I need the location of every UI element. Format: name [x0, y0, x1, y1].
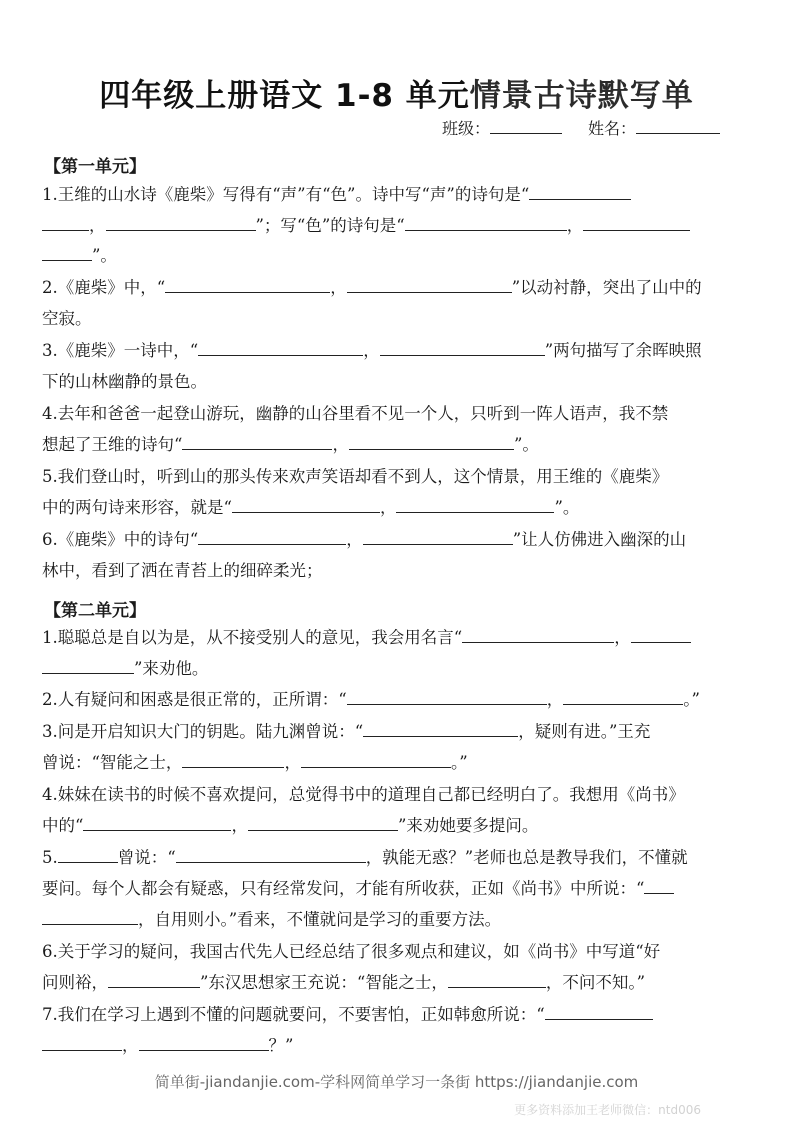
name-label: 姓名：	[588, 119, 637, 138]
answer-blank[interactable]	[363, 722, 518, 737]
page-title	[0, 70, 793, 115]
unit2-q4-line2: 中的“ ， ”来劝她要多提问。	[42, 816, 539, 835]
answer-blank[interactable]	[198, 530, 346, 545]
unit2-q6-line2: 问则裕， ”东汉思想家王充说：“智能之士， ，不问不知。”	[42, 973, 646, 992]
answer-blank[interactable]	[176, 848, 366, 863]
unit1-q2-line1: 2.《鹿柴》中，“ ， ”以动衬静，突出了山中的	[42, 278, 702, 297]
unit2-q2-line1: 2.人有疑问和困惑是很正常的，正所谓：“ ， 。”	[42, 690, 700, 709]
answer-blank[interactable]	[182, 753, 284, 768]
answer-blank[interactable]	[42, 910, 138, 925]
answer-blank[interactable]	[529, 185, 631, 200]
unit1-q4-line2: 想起了王维的诗句“ ， ”。	[42, 435, 539, 454]
unit2-q1-line1: 1.聪聪总是自以为是，从不接受别人的意见，我会用名言“ ，	[42, 628, 754, 648]
answer-blank[interactable]	[545, 1005, 653, 1020]
answer-blank[interactable]	[42, 216, 89, 231]
unit1-q3-line1: 3.《鹿柴》一诗中，“ ， ”两句描写了余晖映照	[42, 341, 702, 360]
unit1-q6-line2: 林中，看到了洒在青苔上的细碎柔光；	[42, 561, 323, 580]
unit2-q5-line1: 5. 曾说：“ ，孰能无惑？”老师也总是教导我们，不懂就	[42, 848, 688, 867]
watermark: 更多资料添加王老师微信：ntd006	[514, 1103, 701, 1117]
unit1-q1-line1: 1.王维的山水诗《鹿柴》写得有“声”有“色”。诗中写“声”的诗句是“	[42, 185, 754, 205]
answer-blank[interactable]	[42, 246, 92, 261]
title-main: 四年级上册语文 1-8 单元	[99, 78, 470, 114]
answer-blank[interactable]	[396, 498, 554, 513]
answer-blank[interactable]	[644, 879, 674, 894]
answer-blank[interactable]	[347, 278, 512, 293]
answer-blank[interactable]	[248, 816, 398, 831]
answer-blank[interactable]	[232, 498, 380, 513]
unit1-q5-line2: 中的两句诗来形容，就是“ ， ”。	[42, 498, 580, 517]
footer-source: 简单街-jiandanjie.com-学科网简单学习一条街 https://jiandanjie.com	[154, 1073, 639, 1091]
unit2-q7-line2: ， ？”	[42, 1036, 754, 1056]
answer-blank[interactable]	[462, 628, 614, 643]
answer-blank[interactable]	[42, 1036, 122, 1051]
answer-blank[interactable]	[563, 690, 683, 705]
student-info	[442, 116, 720, 139]
answer-blank[interactable]	[301, 753, 451, 768]
class-label: 班级：	[442, 119, 491, 138]
unit2-heading: 【第二单元】	[44, 601, 146, 621]
unit2-q4-line1: 4.妹妹在读书的时候不喜欢提问，总觉得书中的道理自己都已经明白了。我想用《尚书》	[42, 785, 685, 804]
answer-blank[interactable]	[182, 435, 332, 450]
name-field[interactable]	[636, 119, 720, 134]
answer-blank[interactable]	[583, 216, 690, 231]
answer-blank[interactable]	[106, 216, 256, 231]
title-accent: 情景古诗默写单	[469, 78, 694, 114]
answer-blank[interactable]	[349, 435, 514, 450]
unit2-q1-line2: ”来劝他。	[42, 659, 754, 679]
unit1-q1-line3: ”。	[42, 246, 754, 266]
answer-blank[interactable]	[58, 848, 118, 863]
answer-blank[interactable]	[139, 1036, 269, 1051]
unit1-q4-line1: 4.去年和爸爸一起登山游玩，幽静的山谷里看不见一个人，只听到一阵人语声，我不禁	[42, 404, 669, 423]
unit1-heading: 【第一单元】	[44, 157, 146, 177]
unit1-q3-line2: 下的山林幽静的景色。	[42, 372, 207, 391]
unit2-q6-line1: 6.关于学习的疑问，我国古代先人已经总结了很多观点和建议，如《尚书》中写道“好	[42, 942, 661, 961]
class-field[interactable]	[490, 119, 562, 134]
answer-blank[interactable]	[108, 973, 200, 988]
answer-blank[interactable]	[165, 278, 330, 293]
unit2-q7-line1: 7.我们在学习上遇到不懂的问题就要问，不要害怕，正如韩愈所说：“	[42, 1005, 754, 1025]
unit1-q6-line1: 6.《鹿柴》中的诗句“ ， ”让人仿佛进入幽深的山	[42, 530, 687, 549]
unit1-q1-line2: ， ”；写“色”的诗句是“ ，	[42, 216, 754, 236]
answer-blank[interactable]	[405, 216, 567, 231]
answer-blank[interactable]	[198, 341, 363, 356]
answer-blank[interactable]	[631, 628, 691, 643]
unit2-q3-line2: 曾说：“智能之士， ， 。”	[42, 753, 468, 772]
unit2-q5-line2: 要问。每个人都会有疑惑，只有经常发问，才能有所收获，正如《尚书》中所说：“	[42, 879, 754, 899]
answer-blank[interactable]	[83, 816, 231, 831]
answer-blank[interactable]	[363, 530, 513, 545]
answer-blank[interactable]	[448, 973, 546, 988]
answer-blank[interactable]	[42, 659, 134, 674]
answer-blank[interactable]	[347, 690, 547, 705]
unit2-q5-line3: ，自用则小。”看来，不懂就问是学习的重要方法。	[42, 910, 754, 930]
answer-blank[interactable]	[380, 341, 545, 356]
unit2-q3-line1: 3.问是开启知识大门的钥匙。陆九渊曾说：“ ，疑则有进。”王充	[42, 722, 651, 741]
unit1-q5-line1: 5.我们登山时，听到山的那头传来欢声笑语却看不到人，这个情景，用王维的《鹿柴》	[42, 467, 669, 486]
unit1-q2-line2: 空寂。	[42, 309, 92, 328]
